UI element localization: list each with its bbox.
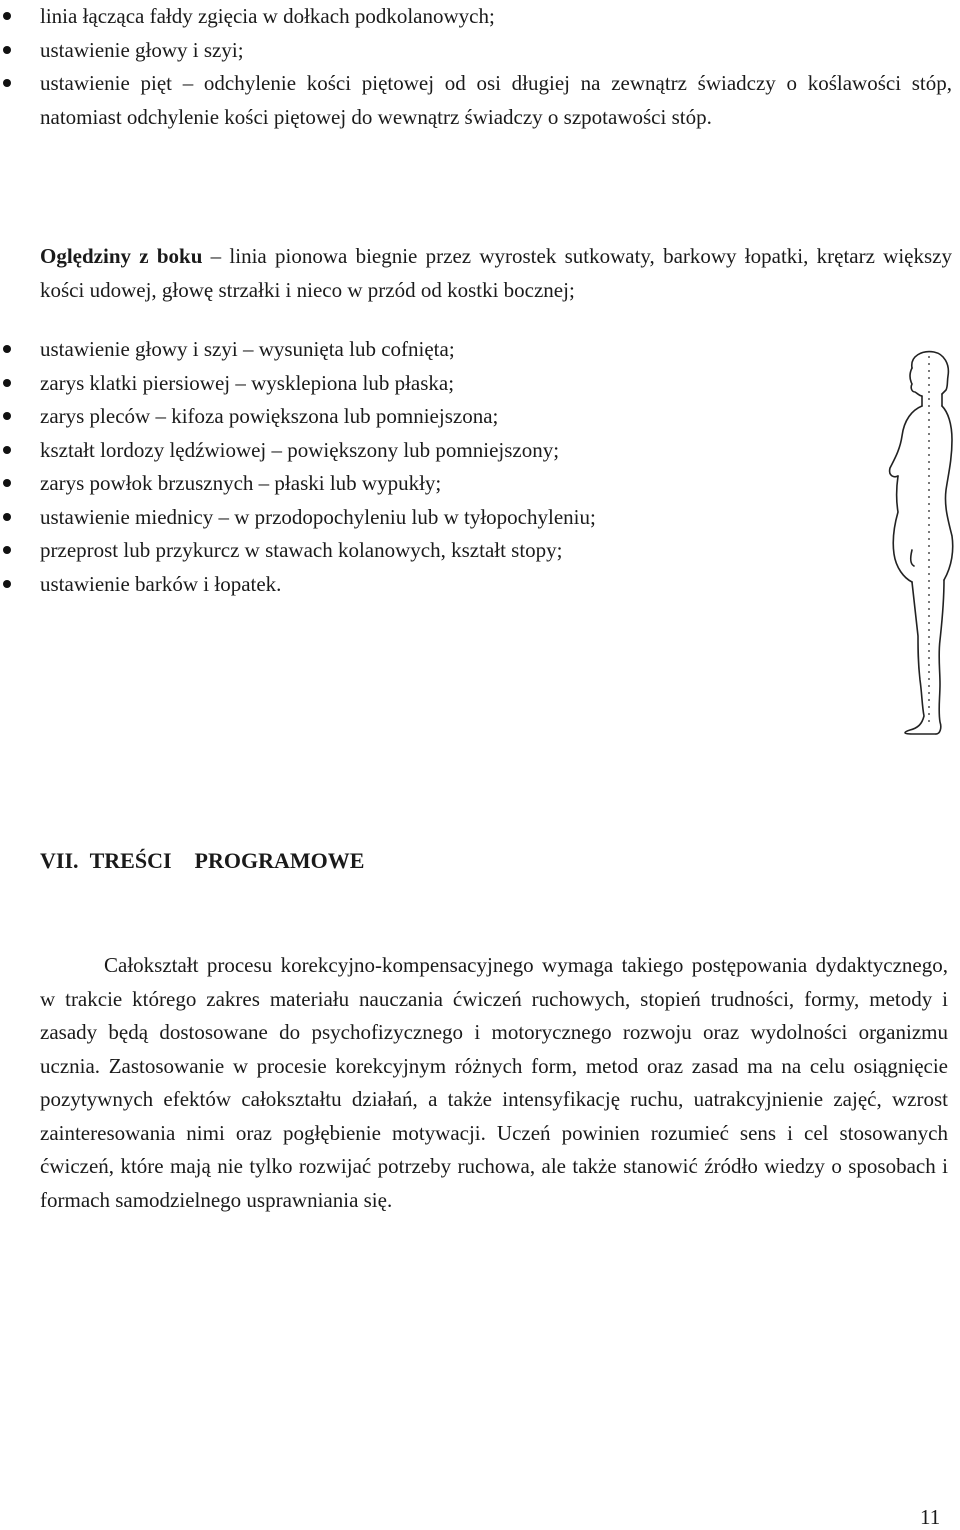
posture-back-view-list bbox=[0, 0, 952, 134]
list-item-text: ustawienie barków i łopatek. bbox=[40, 571, 282, 596]
list-item bbox=[0, 333, 760, 367]
side-view-heading: Oględziny z boku bbox=[40, 244, 203, 268]
list-item-text: zarys klatki piersiowej – wysklepiona lub płaska; bbox=[40, 370, 455, 395]
bullet-icon bbox=[3, 446, 11, 454]
bullet-icon bbox=[3, 79, 11, 87]
list-item-text: przeprost lub przykurcz w stawach kolanowych, kształt stopy; bbox=[40, 538, 563, 562]
section-title bbox=[40, 848, 364, 874]
list-item bbox=[0, 367, 760, 401]
list-item-text: zarys pleców – kifoza powiększona lub pomniejszona; bbox=[40, 404, 499, 428]
side-view-text: – linia pionowa biegnie przez wyrostek sutkowaty, barkowy łopatki, krętarz większy kości udowej, głowę strzałki i nieco w przód od kostki bocznej; bbox=[40, 244, 952, 302]
list-item-text: ustawienie głowy i szyi – wysunięta lub cofnięta; bbox=[40, 337, 455, 361]
list-item bbox=[0, 534, 760, 568]
list-item bbox=[0, 34, 952, 68]
bullet-icon bbox=[3, 345, 11, 353]
body-side-profile-icon bbox=[882, 350, 960, 735]
list-item bbox=[0, 400, 760, 434]
list-item bbox=[0, 467, 760, 501]
bullet-icon bbox=[3, 12, 11, 20]
posture-side-view-list bbox=[0, 333, 760, 601]
page-number: 11 bbox=[920, 1505, 941, 1529]
list-item-text: ustawienie głowy i szyi; bbox=[40, 37, 244, 62]
list-item-text: kształt lordozy lędźwiowej – powiększony lub pomniejszony; bbox=[40, 437, 560, 462]
section-number: VII. bbox=[40, 848, 79, 873]
bullet-icon bbox=[3, 379, 11, 387]
list-item-text: ustawienie pięt – odchylenie kości piętowej od osi długiej na zewnątrz świadczy o koślawości stóp, natomiast odchylenie kości piętowej do wewnątrz świadczy o szpotawości stóp. bbox=[40, 71, 952, 129]
list-item bbox=[0, 0, 952, 34]
bullet-icon bbox=[3, 46, 11, 54]
section-title-text: TREŚCI PROGRAMOWE bbox=[89, 848, 365, 873]
bullet-icon bbox=[3, 546, 11, 554]
list-item bbox=[0, 67, 952, 134]
list-item bbox=[0, 501, 760, 535]
list-item bbox=[0, 434, 760, 468]
bullet-icon bbox=[3, 479, 11, 487]
side-view-paragraph bbox=[40, 240, 952, 307]
list-item-text: ustawienie miednicy – w przodopochyleniu lub w tyłopochyleniu; bbox=[40, 504, 596, 529]
bullet-icon bbox=[3, 580, 11, 588]
list-item bbox=[0, 568, 760, 602]
list-item-text: zarys powłok brzusznych – płaski lub wypukły; bbox=[40, 471, 442, 495]
bullet-icon bbox=[3, 412, 11, 420]
bullet-icon bbox=[3, 513, 11, 521]
list-item-text: linia łącząca fałdy zgięcia w dołkach podkolanowych; bbox=[40, 4, 495, 28]
program-content-paragraph: Całokształt procesu korekcyjno-kompensacyjnego wymaga takiego postępowania dydaktycznego, w trakcie którego zakres materiału nauczania ćwiczeń ruchowych, stopień trudności, formy, metody i zasady będą dostosowane do psychofizycznego i motorycznego rozwoju oraz wydolności organizmu ucznia. Zastosowanie w procesie korekcyjnym różnych form, metod oraz zasad ma na celu osiągnięcie pozytywnych efektów całokształtu działań, a także intensyfikację ruchu, uatrakcyjnienie zajęć, wzrost zainteresowania nimi oraz pogłębienie motywacji. Uczeń powinien rozumieć sens i cel stosowanych ćwiczeń, które mają nie tylko rozwijać potrzeby ruchowa, ale także stanowić źródło wiedzy o sposobach i formach samodzielnego usprawniania się. bbox=[40, 953, 948, 1212]
